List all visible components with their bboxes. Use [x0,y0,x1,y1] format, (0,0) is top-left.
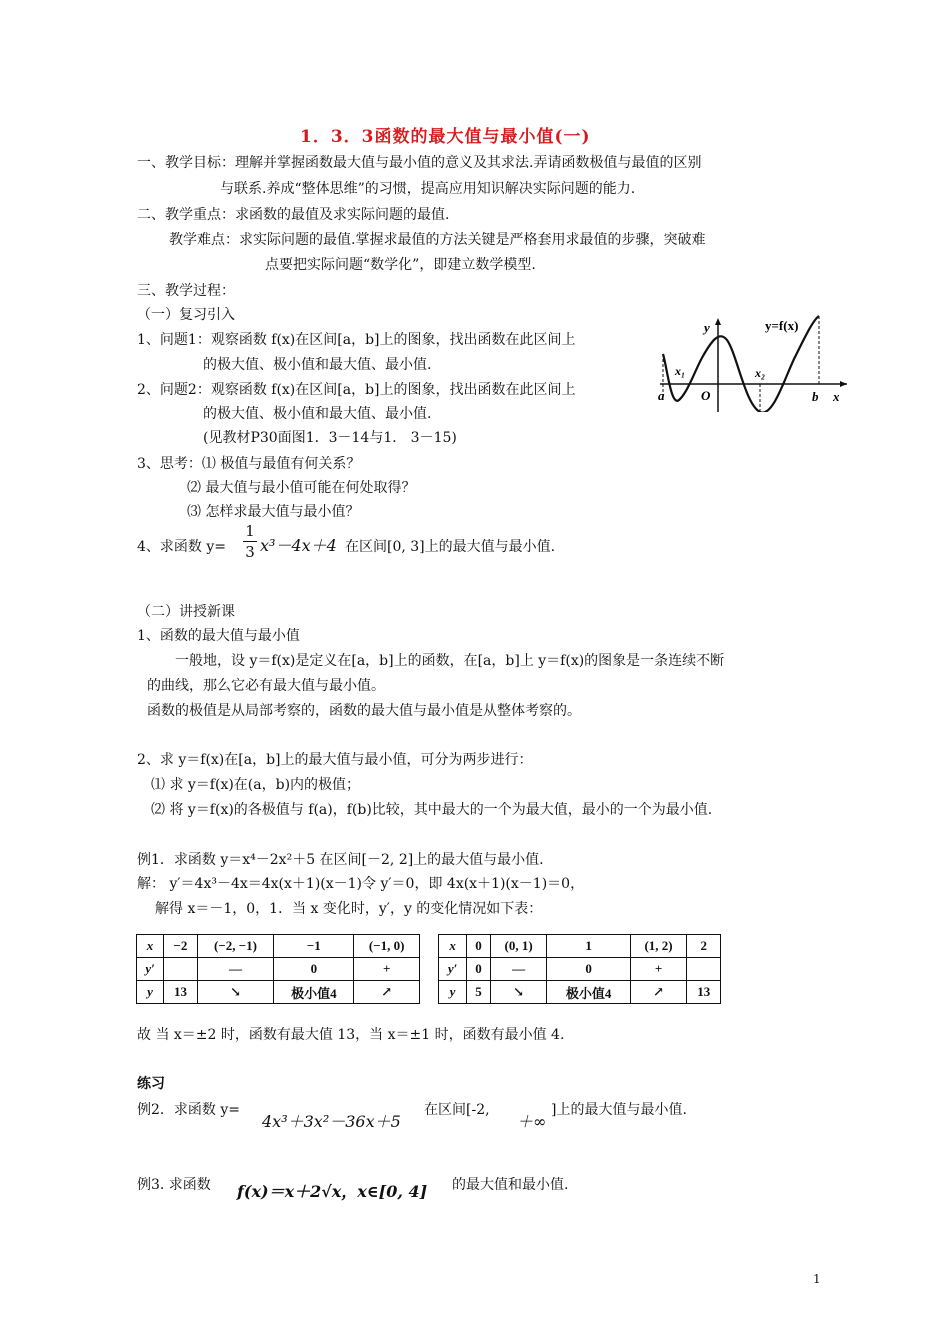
new-lesson-heading: （二）讲授新课 [137,604,235,620]
example-2-interval: 在区间[-2, [424,1102,490,1118]
think-2: ⑵ 最大值与最小值可能在何处取得？ [187,480,416,496]
table-cell: + [354,958,420,981]
table-cell: x [137,935,164,958]
step-1: ⑴ 求 y＝f(x)在(a，b)内的极值； [151,777,361,793]
review-heading: （一）复习引入 [137,307,235,323]
table-cell: −2 [164,935,198,958]
question-4-expression: x³－4x＋4 [260,536,337,555]
step-2: ⑵ 将 y＝f(x)的各极值与 f(a)，f(b)比较，其中最大的一个为最大值，最小的一个为最小值. [151,802,713,818]
question-2c: (见教材P30面图1．3－14与1． 3－15) [203,430,457,446]
table-cell: 1 [547,935,630,958]
table-cell: 0 [467,958,491,981]
table-cell: y′ [439,958,467,981]
example-3-prefix: 例3. 求函数 [137,1177,211,1193]
b-label: b [812,389,819,404]
table-cell: (−1, 0) [354,935,420,958]
table-cell: 0 [547,958,630,981]
key-point: 二、教学重点：求函数的最值及求实际问题的最值. [137,207,450,223]
table-cell: (1, 2) [630,935,687,958]
table-cell: (0, 1) [490,935,547,958]
paragraph-1: 一般地，设 y＝f(x)是定义在[a，b]上的函数，在[a，b]上 y＝f(x)的图象是一条连续不断 [175,653,725,669]
table-cell [687,958,721,981]
difficult-point-2: 点要把实际问题“数学化”，即建立数学模型. [265,257,536,273]
fraction [243,522,257,561]
table-cell: — [197,958,273,981]
table-row [439,981,721,1004]
paragraph-2: 的曲线，那么它必有最大值与最小值。 [147,678,385,694]
table-row [137,981,420,1004]
table-row [439,935,721,958]
question-1b: 的极大值、极小值和最大值、最小值. [203,357,432,373]
x1-label: x₁ [675,364,686,378]
x-axis-label: x [833,389,840,404]
process-heading: 三、教学过程： [137,283,235,299]
example-2-expression: 4x³＋3x²－36x＋5 [262,1112,401,1131]
variation-table-1 [136,934,420,1004]
table-cell: 13 [687,981,721,1004]
table-cell: 2 [687,935,721,958]
table-cell: y [137,981,164,1004]
table-cell: (−2, −1) [197,935,273,958]
table-cell: — [490,958,547,981]
question-2b: 的极大值、极小值和最大值、最小值. [203,406,432,422]
table-cell: 极小值4 [547,981,630,1004]
table-cell: ↗ [630,981,687,1004]
example-1-line-3: 解得 x＝－1，0，1．当 x 变化时，y′，y 的变化情况如下表： [155,901,543,917]
example-1-line-2: 解： y′＝4x³－4x＝4x(x＋1)(x－1)令 y′＝0，即 4x(x＋1)(x－1)＝0， [137,876,585,892]
difficult-point-1: 教学难点：求实际问题的最值.掌握求最值的方法关键是严格套用求最值的步骤，突破难 [169,232,706,248]
think-3: ⑶ 怎样求最大值与最小值？ [187,504,360,520]
x2-label: x₂ [755,366,766,380]
table-cell: 0 [467,935,491,958]
table-row [137,935,420,958]
table-cell: ↘ [197,981,273,1004]
function-graph [655,312,855,412]
question-1a: 1、问题1：观察函数 f(x)在区间[a，b]上的图象，找出函数在此区间上 [137,332,576,348]
example-1-line-1: 例1．求函数 y＝x⁴－2x²＋5 在区间[－2, 2]上的最大值与最小值. [137,852,544,868]
table-cell: −1 [274,935,354,958]
function-label: y=f(x) [765,318,799,333]
question-4-prefix: 4、求函数 y= [137,539,226,555]
a-label: a [658,388,665,403]
table-cell: y [439,981,467,1004]
table-cell: 13 [164,981,198,1004]
table-cell [164,958,198,981]
table-row [137,958,420,981]
table-cell: ↗ [354,981,420,1004]
table-cell: ↘ [490,981,547,1004]
table-cell: 极小值4 [274,981,354,1004]
table-cell: 5 [467,981,491,1004]
y-axis-label: y [704,320,710,335]
example-1-conclusion: 故 当 x＝±2 时，函数有最大值 13，当 x＝±1 时，函数有最小值 4. [137,1027,565,1043]
section-1-title: 1、函数的最大值与最小值 [137,628,300,644]
goal-line-2: 与联系.养成“整体思维”的习惯，提高应用知识解决实际问题的能力. [220,181,636,197]
paragraph-3: 函数的极值是从局部考察的，函数的最大值与最小值是从整体考察的。 [147,703,581,719]
table-cell: y′ [137,958,164,981]
fraction-numerator: 1 [245,522,255,540]
page-number: 1 [813,1272,821,1286]
origin-label: O [701,388,711,403]
variation-table-2 [438,934,721,1004]
section-2-title: 2、求 y＝f(x)在[a，b]上的最大值与最小值，可分为两步进行： [137,752,533,768]
example-3-suffix: 的最大值和最小值. [452,1177,569,1193]
table-row [439,958,721,981]
question-4-suffix: 在区间[0, 3]上的最大值与最小值. [345,539,556,555]
practice-heading: 练习 [137,1075,165,1091]
goal-line-1: 一、教学目标：理解并掌握函数最大值与最小值的意义及其求法.弄请函数极值与最值的区别 [137,155,702,171]
table-cell: + [630,958,687,981]
question-2a: 2、问题2：观察函数 f(x)在区间[a，b]上的图象，找出函数在此区间上 [137,382,576,398]
example-2-infinity: ＋∞ [517,1112,547,1131]
think-1: 3、思考：⑴ 极值与最值有何关系？ [137,456,361,472]
fraction-denominator: 3 [245,543,255,561]
table-cell: x [439,935,467,958]
example-2-prefix: 例2．求函数 y= [137,1102,240,1118]
example-2-suffix: ]上的最大值与最小值. [551,1102,687,1118]
page-title: 1．3．3函数的最大值与最小值(一) [300,127,591,147]
table-cell: 0 [274,958,354,981]
example-3-expression: f(x)＝x＋2√x，x∈[0, 4] [237,1182,428,1201]
